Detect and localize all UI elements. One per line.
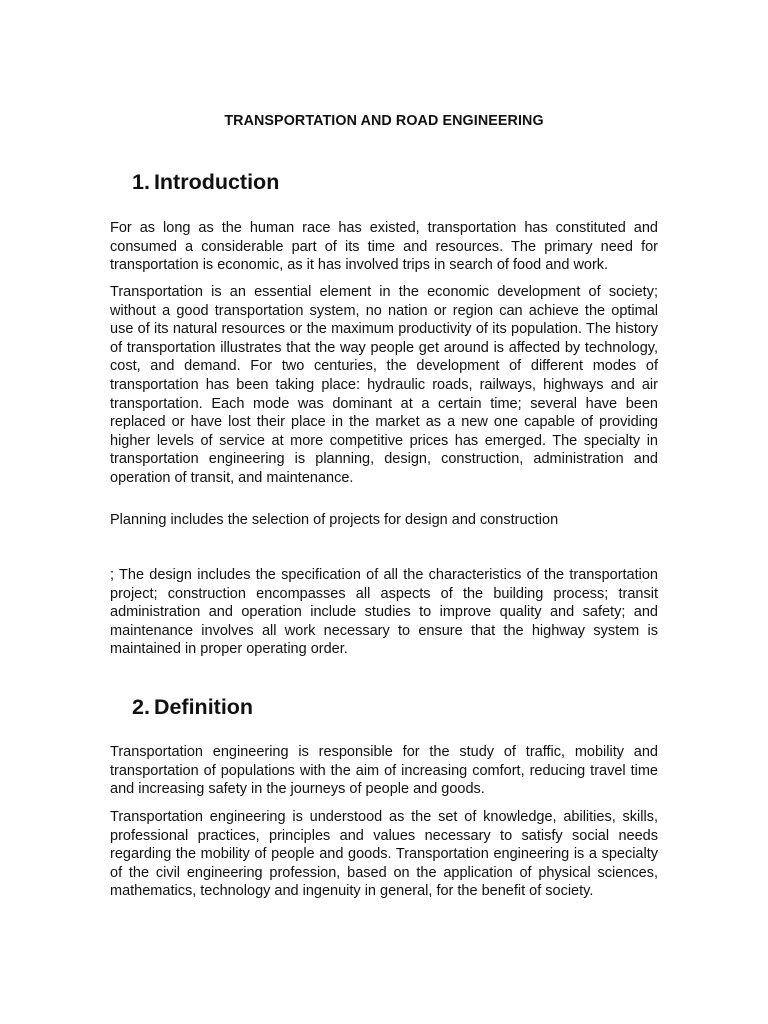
paragraph: Transportation is an essential element in the economic development of society; without a good transportation system, no nation or region can achieve the optimal use of its natural resources or the maximum productivity of its population. The history of transportation illustrates that the way people get around is affected by technology, cost, and demand. For two centuries, the development of different modes of transportation has been taking place: hydraulic roads, railways, highways and air transportation. Each mode was dominant at a certain time; several have been replaced or have lost their place in the market as a new one capable of providing higher levels of service at more competitive prices has emerged. The specialty in transportation engineering is planning, design, construction, administration and operation of transit, and maintenance. <box>110 284 658 486</box>
section-number: 2. <box>132 695 150 719</box>
section-heading-definition <box>132 694 253 720</box>
document-title: TRANSPORTATION AND ROAD ENGINEERING <box>224 113 544 129</box>
section-title: Definition <box>153 695 254 719</box>
paragraph: Planning includes the selection of projects for design and construction <box>110 512 559 528</box>
paragraph: ; The design includes the specification of all the characteristics of the transportation project; construction encompasses all aspects of the building process; transit administration and operation include studies to improve quality and safety; and maintenance involves all work necessary to ensure that the highway system is maintained in proper operating order. <box>110 567 658 658</box>
section-title: Introduction <box>153 170 280 194</box>
paragraph: Transportation engineering is responsible for the study of traffic, mobility and transportation of populations with the aim of increasing comfort, reducing travel time and increasing safety in the journeys of people and goods. <box>110 744 658 798</box>
paragraph: For as long as the human race has existed, transportation has constituted and consumed a considerable part of its time and resources. The primary need for transportation is economic, as it has involved trips in search of food and work. <box>110 220 658 274</box>
section-heading-introduction <box>132 169 279 195</box>
section-number: 1. <box>132 170 150 194</box>
paragraph: Transportation engineering is understood as the set of knowledge, abilities, skills, professional practices, principles and values necessary to satisfy social needs regarding the mobility of people and goods. Transportation engineering is a specialty of the civil engineering profession, based on the application of physical sciences, mathematics, technology and ingenuity in general, for the benefit of society. <box>110 809 658 900</box>
